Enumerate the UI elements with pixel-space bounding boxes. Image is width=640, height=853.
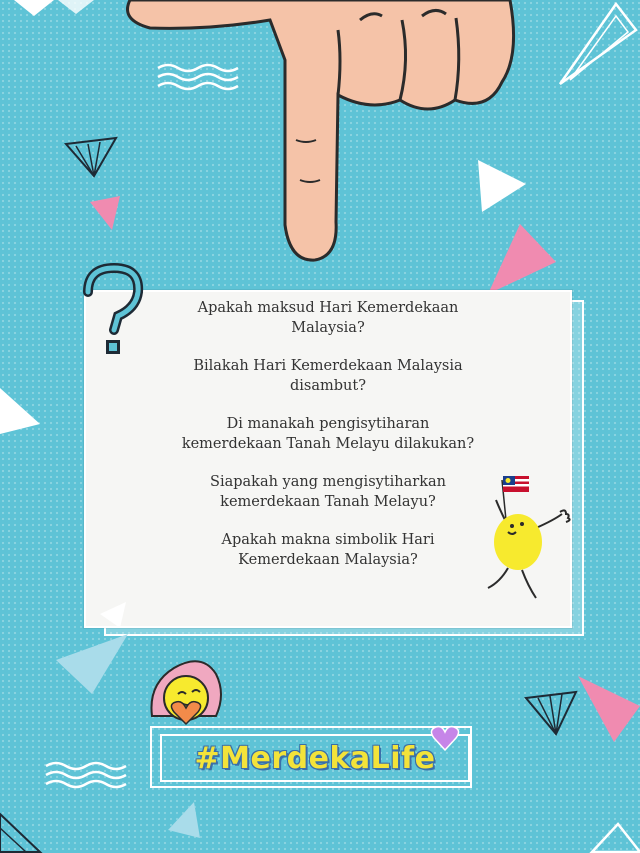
question-4: Siapakah yang mengisytiharkan kemerdekaan Tanah Melayu?: [210, 474, 446, 510]
question-mark-icon: [74, 262, 150, 362]
triangle-decoration: [14, 0, 94, 18]
triangle-decoration: [164, 800, 204, 840]
pink-triangle-decoration: [90, 196, 130, 232]
heart-mascot-icon: [146, 654, 226, 726]
triangle-outline-decoration: [64, 134, 120, 180]
triangle-decoration: [474, 158, 530, 214]
hashtag-banner: [160, 734, 470, 782]
triangle-decoration: [0, 388, 44, 438]
pink-triangle-decoration: [486, 222, 558, 298]
question-5: Apakah makna simbolik Hari Kemerdekaan Malaysia?: [221, 532, 435, 568]
triangle-outline-decoration: [524, 690, 580, 738]
hashtag-text: #MerdekaLife: [194, 740, 436, 776]
triangle-decoration: [98, 600, 128, 630]
heart-icon: [430, 724, 460, 752]
pointing-hand-icon: [110, 0, 530, 265]
triangle-outline-decoration: [0, 808, 50, 853]
mascot-with-flag-icon: [480, 470, 576, 610]
wave-decoration: [44, 760, 132, 790]
triangle-outline-decoration: [556, 0, 640, 90]
question-2: Bilakah Hari Kemerdekaan Malaysia disambut?: [193, 358, 463, 394]
pink-triangle-decoration: [574, 676, 640, 744]
wave-decoration: [156, 62, 246, 92]
triangle-decoration: [52, 632, 132, 696]
triangle-outline-decoration: [588, 822, 640, 853]
question-3: Di manakah pengisytiharan kemerdekaan Tanah Melayu dilakukan?: [181, 416, 475, 452]
question-1: Apakah maksud Hari Kemerdekaan Malaysia?: [197, 300, 459, 336]
